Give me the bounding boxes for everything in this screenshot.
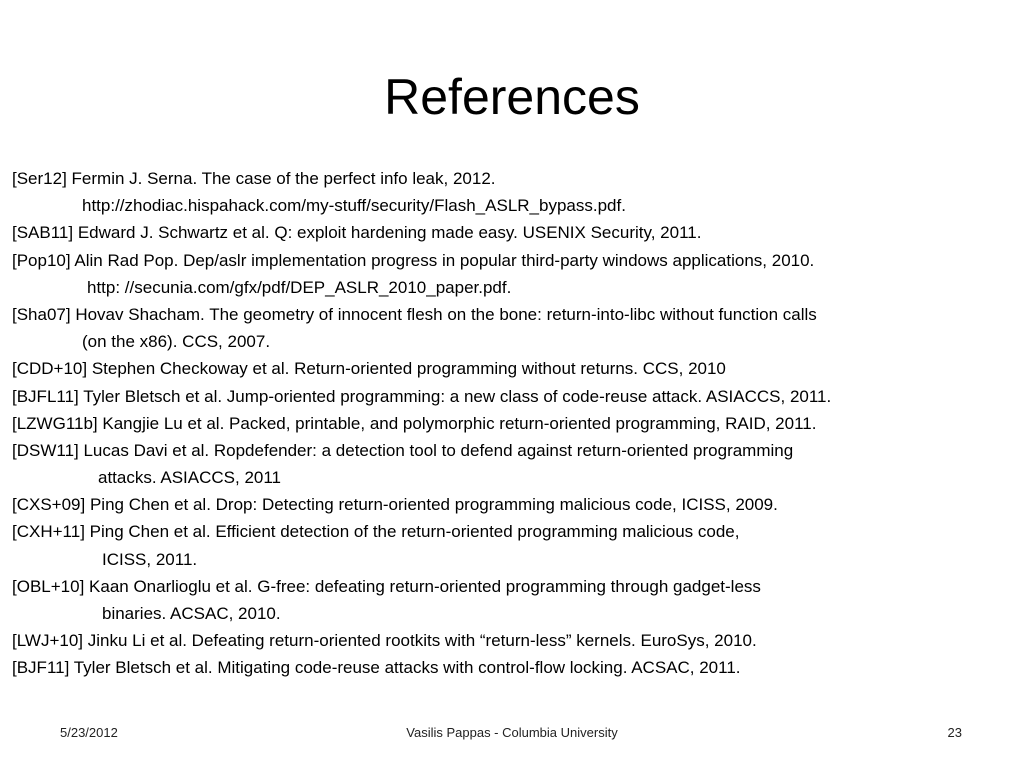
- reference-sab11: [SAB11] Edward J. Schwartz et al. Q: exploit hardening made easy. USENIX Security, 2011.: [12, 223, 702, 243]
- footer-presenter: Vasilis Pappas - Columbia University: [406, 725, 618, 740]
- reference-list: [12, 165, 1016, 682]
- reference-lzwg11b: [LZWG11b] Kangjie Lu et al. Packed, printable, and polymorphic return-oriented programming, RAID, 2011.: [12, 413, 817, 433]
- slide-title: References: [384, 69, 640, 125]
- reference-bjfl11: [BJFL11] Tyler Bletsch et al. Jump-oriented programming: a new class of code-reuse attack. ASIACCS, 2011.: [12, 386, 832, 406]
- reference-cxh11: [CXH+11] Ping Chen et al. Efficient detection of the return-oriented programming malicious code,: [12, 522, 740, 542]
- reference-cxh11-continuation: ICISS, 2011.: [102, 549, 198, 569]
- reference-sha07: [Sha07] Hovav Shacham. The geometry of innocent flesh on the bone: return-into-libc without function calls: [12, 304, 817, 324]
- reference-cdd10: [CDD+10] Stephen Checkoway et al. Return-oriented programming without returns. CCS, 2010: [12, 359, 726, 379]
- reference-dsw11: [DSW11] Lucas Davi et al. Ropdefender: a detection tool to defend against return-oriented programming: [12, 440, 794, 460]
- slide-number: 23: [947, 725, 962, 740]
- reference-bjf11: [BJF11] Tyler Bletsch et al. Mitigating code-reuse attacks with control-flow locking. ACSAC, 2011.: [12, 658, 741, 678]
- reference-sha07-continuation: (on the x86). CCS, 2007.: [82, 332, 271, 352]
- reference-lwj10: [LWJ+10] Jinku Li et al. Defeating return-oriented rootkits with “return-less” kernels. EuroSys, 2010.: [12, 631, 757, 651]
- reference-ser12: [Ser12] Fermin J. Serna. The case of the perfect info leak, 2012.: [12, 169, 496, 188]
- reference-obl10-continuation: binaries. ACSAC, 2010.: [102, 604, 281, 623]
- reference-ser12-continuation: http://zhodiac.hispahack.com/my-stuff/security/Flash_ASLR_bypass.pdf.: [82, 196, 626, 216]
- reference-dsw11-continuation: attacks. ASIACCS, 2011: [98, 468, 281, 488]
- reference-cxs09: [CXS+09] Ping Chen et al. Drop: Detecting return-oriented programming malicious code, ICISS, 2009.: [12, 495, 778, 515]
- footer-date: 5/23/2012: [60, 725, 118, 740]
- reference-obl10: [OBL+10] Kaan Onarlioglu et al. G-free: defeating return-oriented programming through gadget-less: [12, 576, 761, 596]
- reference-pop10-continuation: http: //secunia.com/gfx/pdf/DEP_ASLR_2010_paper.pdf.: [87, 277, 512, 297]
- reference-pop10: [Pop10] Alin Rad Pop. Dep/aslr implementation progress in popular third-party windows applications, 2010.: [12, 250, 815, 270]
